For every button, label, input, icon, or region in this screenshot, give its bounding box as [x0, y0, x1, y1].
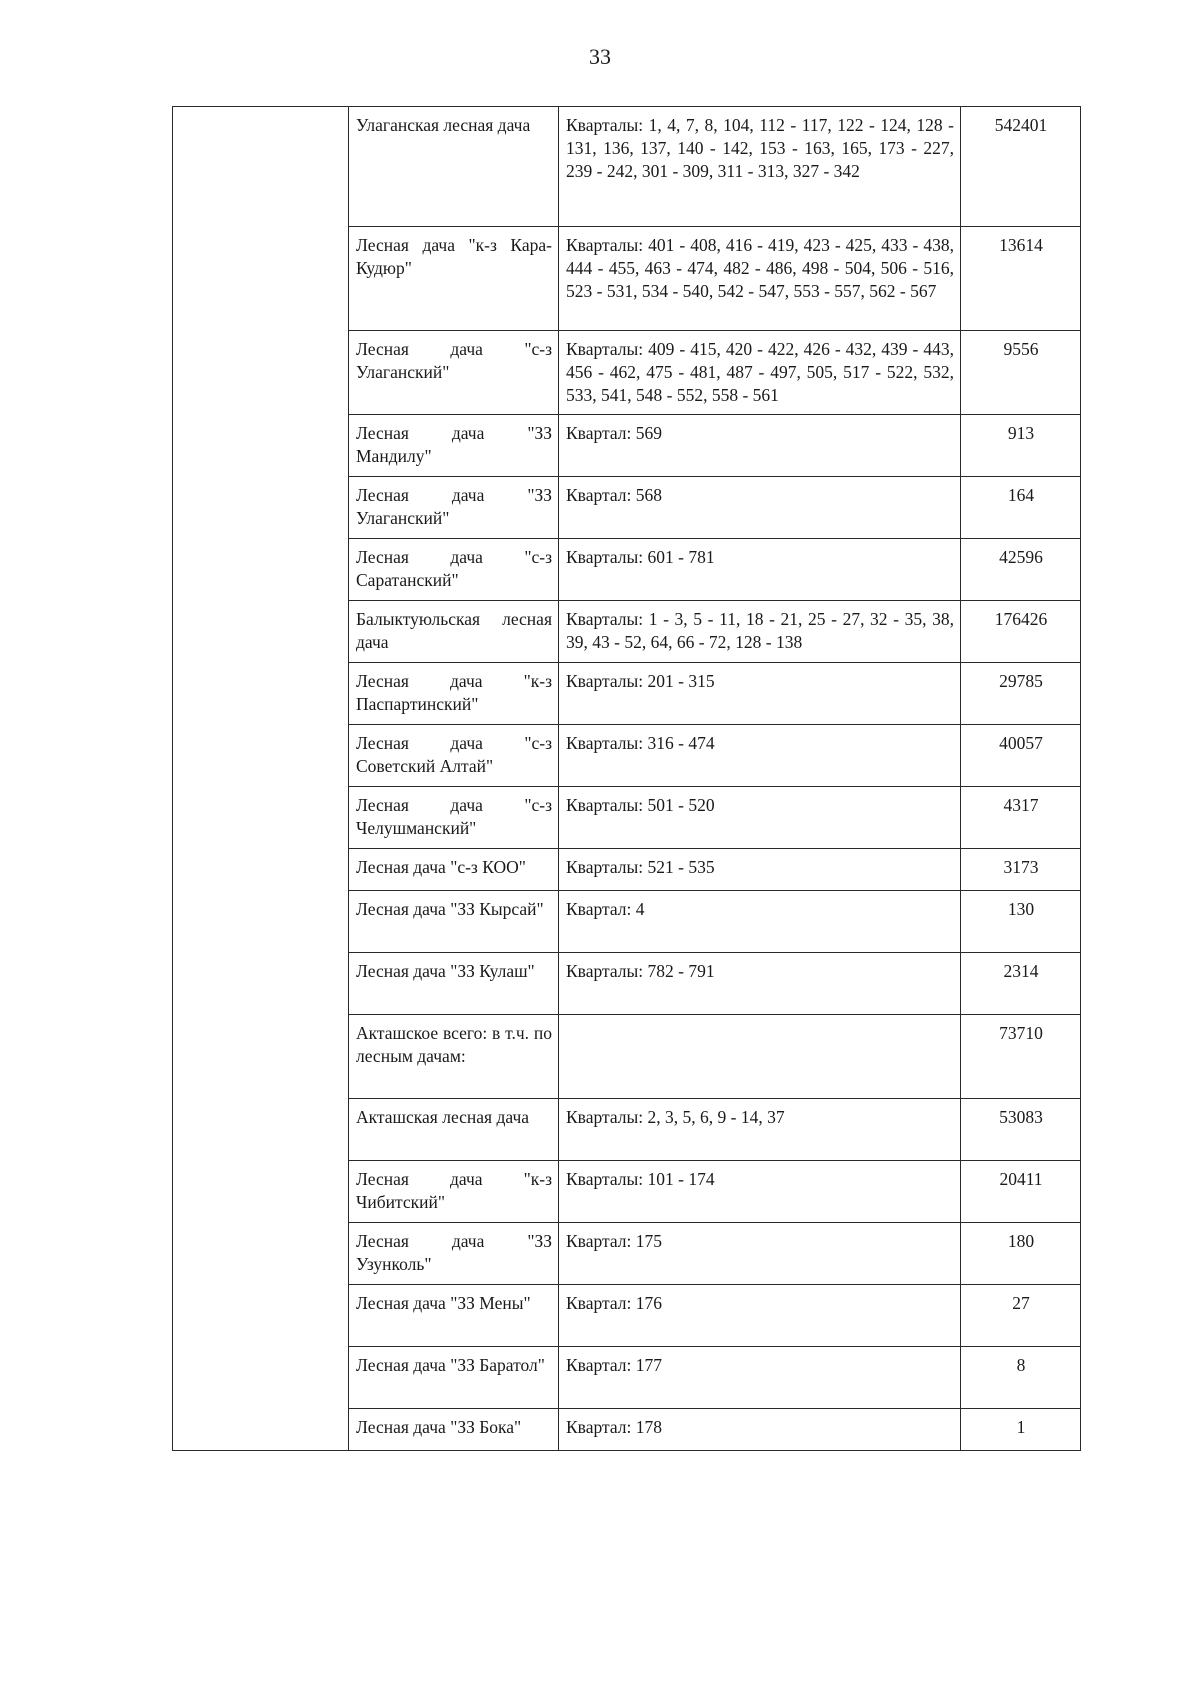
area-value: 20411: [961, 1161, 1081, 1223]
quarters-list: Квартал: 4: [559, 891, 961, 953]
area-value: 3173: [961, 849, 1081, 891]
quarters-list: Кварталы: 521 - 535: [559, 849, 961, 891]
area-value: 40057: [961, 725, 1081, 787]
forest-dacha-name: Лесная дача "ЗЗ Мандилу": [349, 415, 559, 477]
forest-dacha-name: Лесная дача "ЗЗ Бока": [349, 1409, 559, 1451]
area-value: 73710: [961, 1015, 1081, 1099]
area-value: 1: [961, 1409, 1081, 1451]
quarters-list: Квартал: 569: [559, 415, 961, 477]
forest-dacha-name: Лесная дача "к-з Чибитский": [349, 1161, 559, 1223]
quarters-list: Кварталы: 2, 3, 5, 6, 9 - 14, 37: [559, 1099, 961, 1161]
quarters-list: Квартал: 178: [559, 1409, 961, 1451]
quarters-list: Кварталы: 601 - 781: [559, 539, 961, 601]
quarters-list: Кварталы: 409 - 415, 420 - 422, 426 - 432, 439 - 443, 456 - 462, 475 - 481, 487 - 497, 505, 517 - 522, 532, 533, 541, 548 - 552, 558 - 561: [559, 331, 961, 415]
forest-dacha-name: Лесная дача "ЗЗ Узунколь": [349, 1223, 559, 1285]
empty-first-column: [173, 107, 349, 1451]
area-value: 27: [961, 1285, 1081, 1347]
forest-dacha-name: Лесная дача "с-з Саратанский": [349, 539, 559, 601]
forest-dacha-name: Улаганская лесная дача: [349, 107, 559, 227]
forest-dacha-name: Лесная дача "ЗЗ Кулаш": [349, 953, 559, 1015]
forest-dacha-name: Лесная дача "ЗЗ Баратол": [349, 1347, 559, 1409]
area-value: 176426: [961, 601, 1081, 663]
forest-dacha-name: Акташское всего: в т.ч. по лесным дачам:: [349, 1015, 559, 1099]
area-value: 2314: [961, 953, 1081, 1015]
quarters-list: Кварталы: 201 - 315: [559, 663, 961, 725]
quarters-list: Квартал: 176: [559, 1285, 961, 1347]
area-value: 542401: [961, 107, 1081, 227]
area-value: 4317: [961, 787, 1081, 849]
area-value: 42596: [961, 539, 1081, 601]
forest-dacha-name: Лесная дача "ЗЗ Улаганский": [349, 477, 559, 539]
area-value: 9556: [961, 331, 1081, 415]
quarters-list: Квартал: 568: [559, 477, 961, 539]
quarters-list: Кварталы: 1 - 3, 5 - 11, 18 - 21, 25 - 27, 32 - 35, 38, 39, 43 - 52, 64, 66 - 72, 128 - 138: [559, 601, 961, 663]
quarters-list: Кварталы: 782 - 791: [559, 953, 961, 1015]
table-row: [173, 107, 1081, 227]
forest-dacha-name: Лесная дача "к-з Кара-Кудюр": [349, 227, 559, 331]
area-value: 913: [961, 415, 1081, 477]
forest-dacha-name: Лесная дача "ЗЗ Кырсай": [349, 891, 559, 953]
forest-dacha-name: Лесная дача "с-з КОО": [349, 849, 559, 891]
area-value: 164: [961, 477, 1081, 539]
forest-dacha-name: Акташская лесная дача: [349, 1099, 559, 1161]
quarters-list: Кварталы: 1, 4, 7, 8, 104, 112 - 117, 122 - 124, 128 - 131, 136, 137, 140 - 142, 153 - 163, 165, 173 - 227, 239 - 242, 301 - 309, 311 - 313, 327 - 342: [559, 107, 961, 227]
quarters-list: [559, 1015, 961, 1099]
page-number: 33: [589, 44, 611, 69]
area-value: 8: [961, 1347, 1081, 1409]
forest-dacha-name: Лесная дача "с-з Улаганский": [349, 331, 559, 415]
forest-dacha-name: Балыктуюльская лесная дача: [349, 601, 559, 663]
quarters-list: Кварталы: 101 - 174: [559, 1161, 961, 1223]
quarters-list: Квартал: 177: [559, 1347, 961, 1409]
area-value: 130: [961, 891, 1081, 953]
forest-dacha-name: Лесная дача "с-з Советский Алтай": [349, 725, 559, 787]
area-value: 29785: [961, 663, 1081, 725]
forest-dacha-name: Лесная дача "к-з Паспартинский": [349, 663, 559, 725]
quarters-list: Кварталы: 501 - 520: [559, 787, 961, 849]
forest-dacha-name: Лесная дача "ЗЗ Мены": [349, 1285, 559, 1347]
forest-dacha-name: Лесная дача "с-з Челушманский": [349, 787, 559, 849]
area-value: 180: [961, 1223, 1081, 1285]
forest-quarters-table: [172, 106, 1081, 1451]
quarters-list: Кварталы: 401 - 408, 416 - 419, 423 - 425, 433 - 438, 444 - 455, 463 - 474, 482 - 486, 498 - 504, 506 - 516, 523 - 531, 534 - 540, 542 - 547, 553 - 557, 562 - 567: [559, 227, 961, 331]
table-body: [173, 107, 1081, 1451]
quarters-list: Кварталы: 316 - 474: [559, 725, 961, 787]
area-value: 53083: [961, 1099, 1081, 1161]
quarters-list: Квартал: 175: [559, 1223, 961, 1285]
area-value: 13614: [961, 227, 1081, 331]
